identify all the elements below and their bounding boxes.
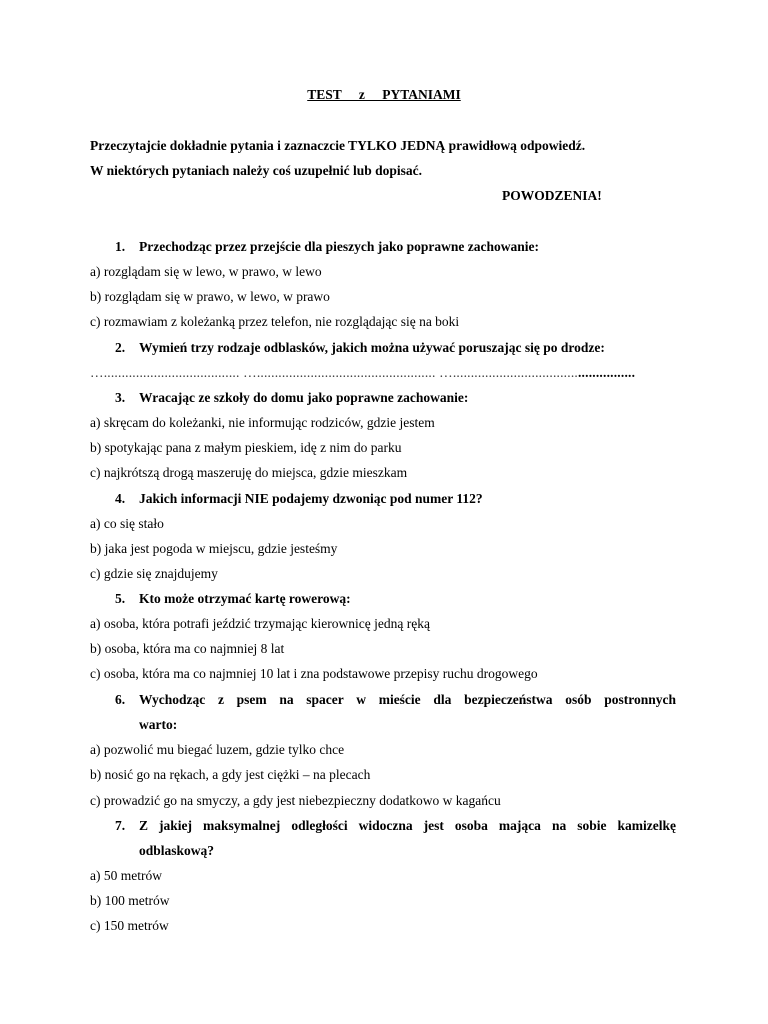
answer-option: b) osoba, która ma co najmniej 8 lat	[90, 641, 285, 656]
answer-option: c) rozmawiam z koleżanką przez telefon, nie rozglądając się na boki	[90, 314, 460, 329]
answer-option: b) 100 metrów	[90, 893, 170, 908]
intro-line-1: Przeczytajcie dokładnie pytania i zaznaczcie TYLKO JEDNĄ prawidłową odpowiedź.	[90, 138, 586, 153]
answer-option: a) osoba, która potrafi jeździć trzymając kierownicę jedną ręką	[90, 616, 430, 631]
question-number: 5.	[115, 591, 126, 606]
question-number: 2.	[115, 340, 126, 355]
question-text: Wracając ze szkoły do domu jako poprawne zachowanie:	[139, 390, 469, 405]
answer-option: b) rozglądam się w prawo, w lewo, w prawo	[90, 289, 330, 304]
question-text: Jakich informacji NIE podajemy dzwoniąc pod numer 112?	[139, 491, 483, 506]
fill-in-line	[90, 364, 635, 381]
question-text-line-1: Wychodząc z psem na spacer w mieście dla bezpieczeństwa osób postronnych	[139, 692, 676, 707]
answer-option: c) najkrótszą drogą maszeruję do miejsca, gdzie mieszkam	[90, 465, 408, 480]
question-text: Przechodząc przez przejście dla pieszych jako poprawne zachowanie:	[139, 239, 540, 254]
answer-option: a) skręcam do koleżanki, nie informując rodziców, gdzie jestem	[90, 415, 435, 430]
answer-option: a) pozwolić mu biegać luzem, gdzie tylko chce	[90, 742, 345, 757]
question-text: Kto może otrzymać kartę rowerową:	[139, 591, 351, 606]
question-number: 4.	[115, 491, 126, 506]
answer-option: b) spotykając pana z małym pieskiem, idę z nim do parku	[90, 440, 402, 455]
question-number: 7.	[115, 818, 126, 833]
question-number: 6.	[115, 692, 126, 707]
question-text-line-2: odblaskową?	[139, 843, 215, 858]
answer-option: c) 150 metrów	[90, 918, 169, 933]
fill-in-dots: …...................................... ….................................................. …...................................	[90, 365, 578, 380]
question-number: 3.	[115, 390, 126, 405]
intro-line-2: W niektórych pytaniach należy coś uzupełnić lub dopisać.	[90, 163, 423, 178]
document-title: TEST z PYTANIAMI	[307, 87, 461, 102]
question-number: 1.	[115, 239, 126, 254]
answer-option: c) osoba, która ma co najmniej 10 lat i zna podstawowe przepisy ruchu drogowego	[90, 666, 538, 681]
answer-option: b) nosić go na rękach, a gdy jest ciężki – na plecach	[90, 767, 371, 782]
question-text-line-2: warto:	[139, 717, 178, 732]
answer-option: c) prowadzić go na smyczy, a gdy jest niebezpieczny dodatkowo w kagańcu	[90, 793, 501, 808]
answer-option: a) 50 metrów	[90, 868, 162, 883]
intro-closing: POWODZENIA!	[502, 188, 602, 203]
question-text-line-1: Z jakiej maksymalnej odległości widoczna jest osoba mająca na sobie kamizelkę	[139, 818, 676, 833]
fill-in-dots-end: ................	[577, 365, 636, 380]
answer-option: a) co się stało	[90, 516, 164, 531]
answer-option: b) jaka jest pogoda w miejscu, gdzie jesteśmy	[90, 541, 338, 556]
answer-option: c) gdzie się znajdujemy	[90, 566, 218, 581]
answer-option: a) rozglądam się w lewo, w prawo, w lewo	[90, 264, 322, 279]
question-text: Wymień trzy rodzaje odblasków, jakich można używać poruszając się po drodze:	[139, 340, 605, 355]
